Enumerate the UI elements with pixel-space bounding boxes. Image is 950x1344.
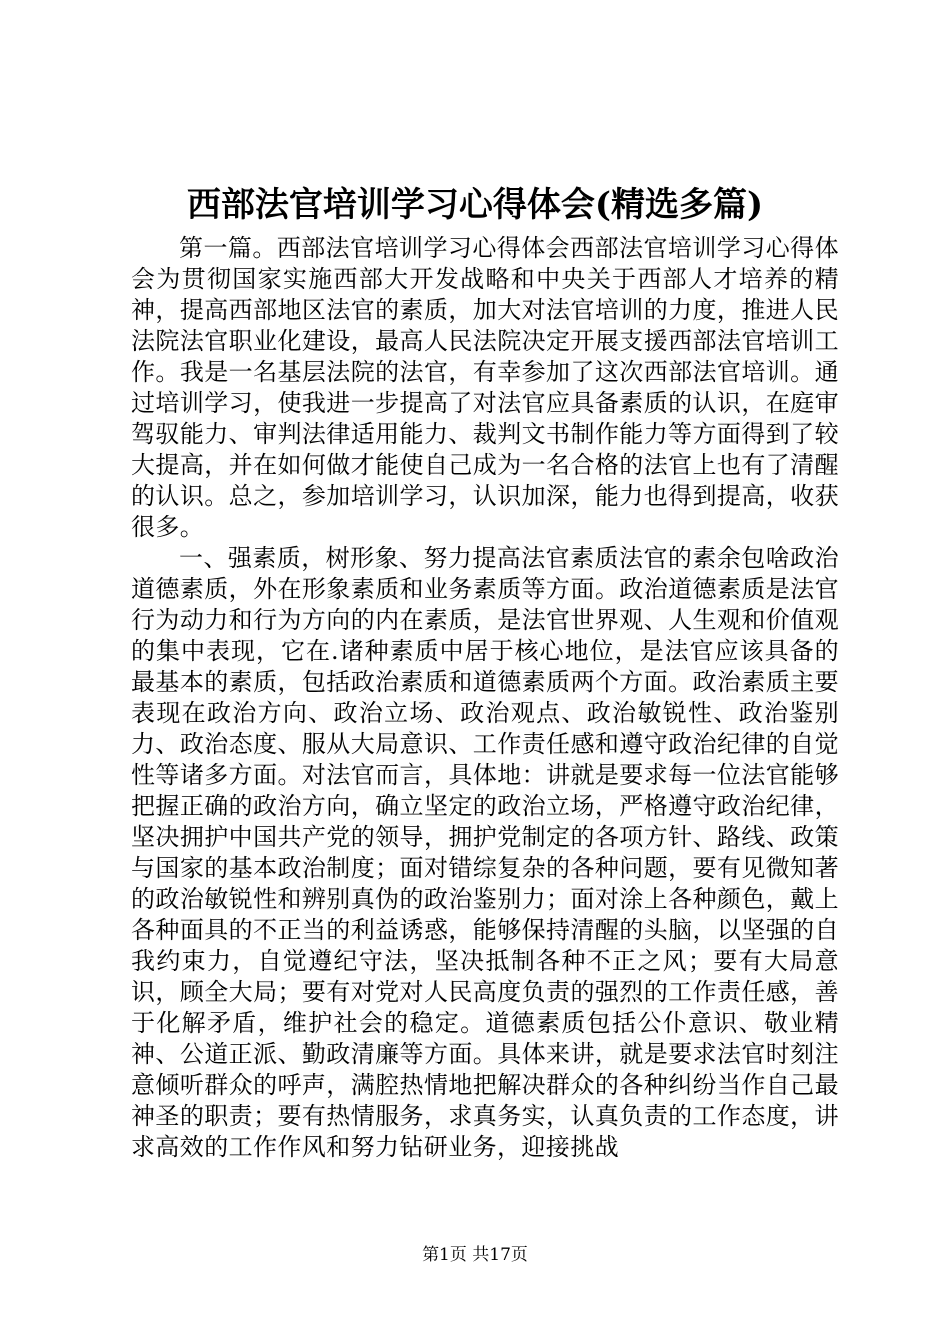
paragraph-intro: 第一篇。西部法官培训学习心得体会西部法官培训学习心得体会为贯彻国家实施西部大开发战略和中央关于西部人才培养的精神，提高西部地区法官的素质，加大对法官培训的力度，推进人民法院法官职业化建设，最高人民法院决定开展支援西部法官培训工作。我是一名基层法院的法官，有幸参加了这次西部法官培训。通过培训学习，使我进一步提高了对法官应具备素质的认识，在庭审驾驭能力、审判法律适用能力、裁判文书制作能力等方面得到了较大提高，并在如何做才能使自己成为一名合格的法官上也有了清醒的认识。总之，参加培训学习，认识加深，能力也得到提高，收获很多。 [131,234,839,541]
document-body [131,233,839,1163]
page-number-footer: 第1页 共17页 [422,1245,528,1265]
document-title: 西部法官培训学习心得体会(精选多篇) [186,185,764,225]
paragraph-section-one: 一、强素质，树形象、努力提高法官素质法官的素余包啥政治道德素质，外在形象素质和业务素质等方面。政治道德素质是法官行为动力和行为方向的内在素质，是法官世界观、人生观和价值观的集中表现，它在.诸种素质中居于核心地位，是法官应该具备的最基本的素质，包括政治素质和道德素质两个方面。政治素质主要表现在政治方向、政治立场、政治观点、政治敏锐性、政治鉴别力、政治态度、服从大局意识、工作责任感和遵守政治纪律的自觉性等诸多方面。对法官而言，具体地：讲就是要求每一位法官能够把握正确的政治方向，确立坚定的政治立场，严格遵守政治纪律，坚决拥护中国共产党的领导，拥护党制定的各项方针、路线、政策与国家的基本政治制度；面对错综复杂的各种问题，要有见微知著的政治敏锐性和辨别真伪的政治鉴别力；面对涂上各种颜色，戴上各种面具的不正当的利益诱惑，能够保持清醒的头脑，以坚强的自我约束力，自觉遵纪守法，坚决抵制各种不正之风；要有大局意识，顾全大局；要有对党对人民高度负责的强烈的工作责任感，善于化解矛盾，维护社会的稳定。道德素质包括公仆意识、敬业精神、公道正派、勤政清廉等方面。具体来讲，就是要求法官时刻注意倾听群众的呼声，满腔热情地把解决群众的各种纠纷当作自己最神圣的职责；要有热情服务，求真务实，认真负责的工作态度，讲求高效的工作作风和努力钻研业务，迎接挑战 [131,544,839,1161]
